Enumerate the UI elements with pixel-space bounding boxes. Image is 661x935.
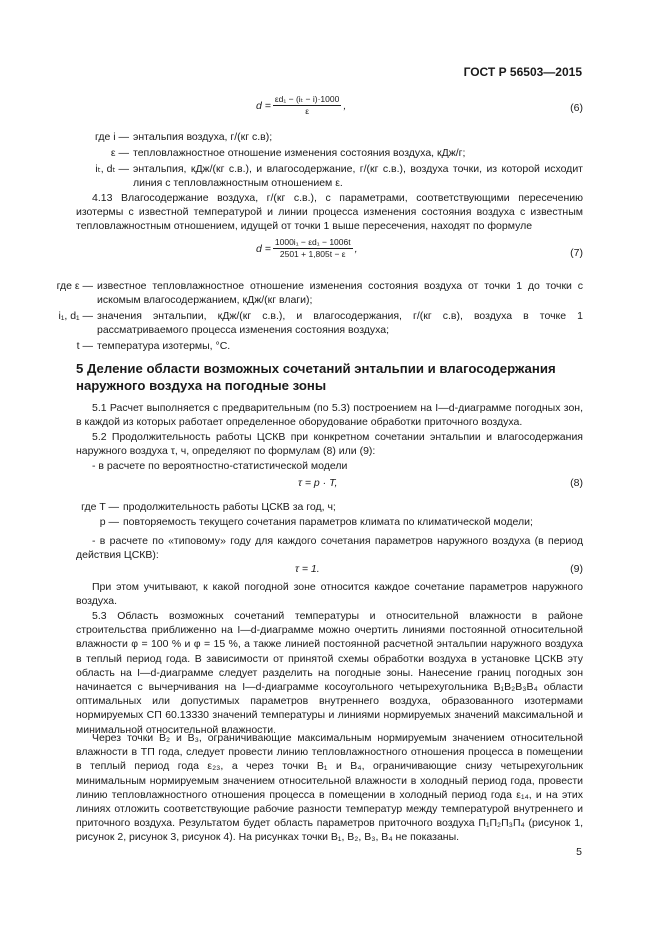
def-text: значения энтальпии, кДж/(кг с.в.), и влагосодержания, г/(кг с.в), воздуха в точке 1 рассматриваемого процесса изменения состояния воздуха; bbox=[97, 310, 583, 337]
eq9-number: (9) bbox=[570, 563, 583, 575]
def-sym: iₜ, dₜ — bbox=[95, 163, 129, 175]
eq9-formula: τ = 1. bbox=[295, 563, 320, 575]
eq7-tail: , bbox=[354, 242, 358, 255]
page-number: 5 bbox=[576, 846, 582, 858]
def-sym: ε — bbox=[110, 147, 129, 159]
def-sym: где i — bbox=[95, 131, 129, 143]
equation-9 bbox=[76, 563, 583, 579]
eq6-denominator: ε bbox=[305, 106, 310, 116]
def-text: температура изотермы, °С. bbox=[97, 340, 231, 352]
paragraph-4-13: 4.13 Влагосодержание воздуха, г/(кг с.в.), с параметрами, соответствующими пересечению изотермы с известной температурой и линии процесса изменения состояния воздуха с известным тепловлажностным отношением, идущей от точки 1 выше пересечения, находят по формуле bbox=[76, 192, 583, 233]
bullet-probabilistic: - в расчете по вероятностно-статистической модели bbox=[92, 460, 348, 472]
eq6-numerator: εd₁ − (iₜ − i)·1000 bbox=[274, 94, 340, 104]
paragraph-zone: При этом учитывают, к какой погодной зоне относится каждое сочетание параметров наружного воздуха. bbox=[76, 581, 583, 608]
def-sym: где ε — bbox=[56, 280, 93, 292]
def-text: энтальпия воздуха, г/(кг с.в); bbox=[133, 131, 273, 143]
eq6-tail: , bbox=[343, 99, 347, 112]
section-5-heading: 5 Деление области возможных сочетаний энтальпии и влагосодержания наружного воздуха на погодные зоны bbox=[76, 361, 556, 393]
def-text: известное тепловлажностное отношение изменения состояния воздуха от точки 1 до точки с искомым влагосодержанием, кДж/(кг влаги); bbox=[97, 280, 583, 307]
def-text: тепловлажностное отношение изменения состояния воздуха, кДж/г; bbox=[133, 147, 466, 159]
eq7-numerator: 1000i₁ − εd₁ − 1006t bbox=[274, 237, 351, 247]
def-text: продолжительность работы ЦСКВ за год, ч; bbox=[123, 501, 336, 513]
eq7-lhs: d = bbox=[256, 242, 271, 255]
paragraph-5-1: 5.1 Расчет выполняется с предварительным (по 5.3) построением на I—d-диаграмме погодных зон, в каждой из которых работает определенное оборудование обработки приточного воздуха. bbox=[76, 402, 583, 429]
def-sym: t — bbox=[76, 340, 93, 352]
equation-8 bbox=[76, 477, 583, 493]
paragraph-5-3: 5.3 Область возможных сочетаний температуры и относительной влажности в районе строительства приближенно на I—d-диаграмме можно очертить линиями постоянной относительной влажности φ = 100 % и φ = 15 %, а также линией постоянной расчетной энтальпии наружного воздуха в теплый период года. В зависимости от принятой схемы обработки воздуха в установке ЦСКВ эту область на I—d-диаграмме следует разделить на погодные зоны. Нанесение границ погодных зон начинается с вычерчивания на I—d-диаграмме косоугольного четырехугольника B₁B₂B₃B₄ области оптимальных или допустимых параметров внутреннего воздуха, образованного изотермами нормируемых СП 60.13330 значений температуры и линиями нормируемых значений максимальной и минимальной относительной влажности. bbox=[76, 610, 583, 736]
eq7-fraction bbox=[273, 237, 353, 260]
def-sym: p — bbox=[99, 516, 119, 528]
eq8-formula: τ = p · T, bbox=[298, 477, 338, 489]
def-text: повторяемость текущего сочетания параметров климата по климатической модели; bbox=[123, 516, 533, 528]
def-sym: i₁, d₁ — bbox=[58, 310, 93, 322]
def-sym: где T — bbox=[81, 501, 119, 513]
equation-7 bbox=[76, 237, 583, 267]
bullet-typical-year: - в расчете по «типовому» году для каждого сочетания параметров наружного воздуха (в период действия ЦСКВ): bbox=[76, 535, 583, 562]
paragraph-5-2: 5.2 Продолжительность работы ЦСКВ при конкретном сочетании энтальпии и влагосодержания наружного воздуха τ, ч, определяют по формулам (8) или (9): bbox=[76, 431, 583, 458]
eq8-number: (8) bbox=[570, 477, 583, 489]
paragraph-points-b2-b3: Через точки B₂ и B₃, ограничивающие максимальным нормируемым значением относительной влажности в ТП года, следует провести линию тепловлажностного отношения процесса в помещении в теплый период года ε₂₃, а через точки B₁ и B₄, ограничивающие снизу четырехугольник минимальным нормируемым значением относительной влажности в холодный период года, провести линию тепловлажностного отношения процесса в помещении в холодный период года ε₁₄, и на этих линиях отложить соответствующие рабочие разности температур между температурой внутреннего и приточного воздуха. Результатом будет область параметров приточного воздуха П₁П₂П₃П₄ (рисунок 1, рисунок 2, рисунок 3, рисунок 4). На рисунках точки B₁, B₂, B₃, B₄ не показаны. bbox=[76, 732, 583, 844]
eq6-fraction bbox=[273, 94, 341, 117]
equation-6 bbox=[76, 94, 583, 124]
eq6-lhs: d = bbox=[256, 99, 271, 112]
eq7-denominator: 2501 + 1,805t − ε bbox=[279, 249, 346, 259]
eq7-number: (7) bbox=[570, 247, 583, 259]
eq6-number: (6) bbox=[570, 102, 583, 114]
def-text: энтальпия, кДж/(кг с.в.), и влагосодержание, г/(кг с.в.), воздуха точки, из которой исходит линия с тепловлажностным отношением ε. bbox=[133, 163, 583, 190]
standard-header: ГОСТ Р 56503—2015 bbox=[463, 65, 582, 79]
